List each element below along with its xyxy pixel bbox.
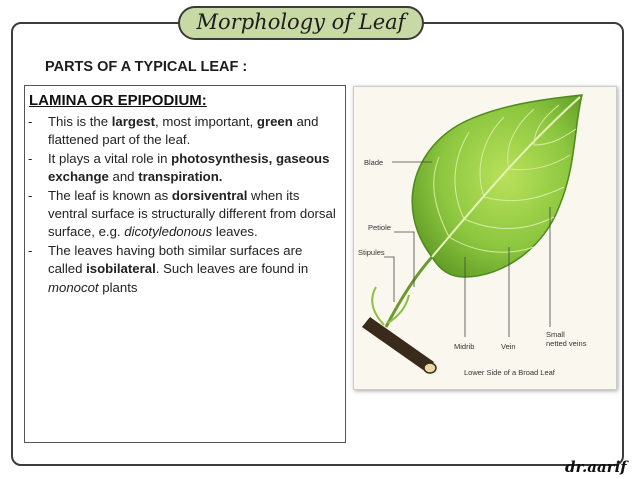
bullet-point: [28, 113, 340, 150]
bullet-text: leaves.: [212, 224, 258, 240]
bullet-dash: -: [28, 150, 33, 166]
bold-term: photosynthesis,: [171, 150, 273, 166]
bullet-text: The leaf is known as: [48, 187, 172, 203]
bold-term: green: [256, 114, 293, 129]
author-signature: dr.aarif: [565, 458, 627, 476]
twig: [362, 317, 434, 372]
twig-end: [424, 363, 436, 373]
bullet-text: when its ventral surface is structurally different from dorsal surface, e.g.: [48, 187, 336, 240]
bullet-text: . Such leaves are found in: [155, 261, 309, 277]
bullet-text: and: [108, 169, 139, 185]
bold-term: dorsiventral: [171, 187, 248, 203]
label-vein: Vein: [501, 342, 516, 351]
bullet-text: , most important,: [155, 114, 257, 129]
bullet-dash: -: [28, 187, 33, 203]
label-petiole: Petiole: [368, 223, 391, 232]
bold-term: gaseous exchange: [48, 150, 330, 185]
bullet-text: This is the: [48, 114, 112, 129]
section-subheading: PARTS OF A TYPICAL LEAF :: [45, 59, 248, 75]
lamina-text-box: [24, 85, 346, 443]
label-blade: Blade: [364, 158, 384, 167]
label-stipules: Stipules: [358, 248, 385, 257]
italic-term: dicotyledonous: [124, 224, 213, 240]
leaf-diagram: [353, 86, 617, 390]
bullet-text: plants: [98, 279, 138, 295]
bold-term: transpiration.: [138, 169, 223, 185]
bullet-dash: -: [28, 114, 33, 129]
bullet-point: [28, 242, 340, 297]
diagram-caption: Lower Side of a Broad Leaf: [464, 368, 555, 377]
bullet-dash: -: [28, 242, 33, 258]
label-midrib: Midrib: [454, 342, 475, 351]
bullet-text: and flattened part of the leaf.: [48, 114, 319, 148]
bullet-list: [28, 113, 340, 297]
italic-term: monocot: [48, 279, 99, 295]
leaf-illustration: [354, 87, 617, 390]
stipule: [372, 287, 384, 325]
bullet-text: It plays a vital role in: [48, 150, 172, 166]
bold-term: isobilateral: [86, 261, 156, 277]
lamina-heading: LAMINA OR EPIPODIUM:: [29, 92, 207, 109]
petiole: [386, 257, 432, 327]
bullet-point: [28, 150, 340, 187]
label-small-veins-2: netted veins: [546, 339, 587, 348]
slide-title: Morphology of Leaf: [178, 6, 424, 40]
label-small-veins-1: Small: [546, 330, 565, 339]
bullet-text: The leaves having both similar surfaces are called: [48, 242, 303, 277]
bold-term: largest: [111, 114, 156, 129]
bullet-point: [28, 187, 340, 242]
